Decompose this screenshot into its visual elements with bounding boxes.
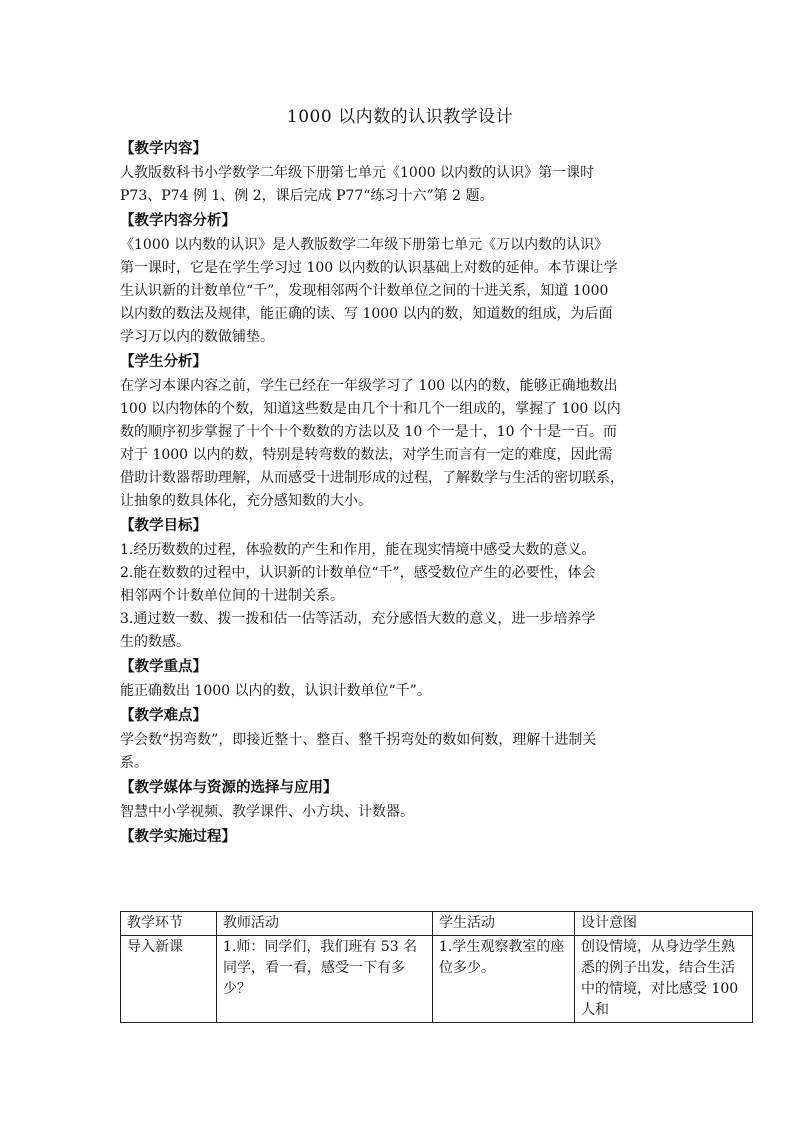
paragraph-line: 1.经历数数的过程，体验数的产生和作用，能在现实情境中感受大数的意义。	[120, 542, 596, 558]
section	[120, 826, 680, 850]
section	[120, 210, 680, 349]
section	[120, 656, 680, 703]
section-heading: 【教学实施过程】	[120, 828, 236, 845]
section-heading: 【教学内容】	[120, 140, 207, 157]
cell-teacher-activity: 1.师：同学们，我们班有 53 名同学，看一看，感受一下有多少？	[217, 936, 433, 1023]
section	[120, 777, 680, 824]
paragraph-line: 借助计数器帮助理解，从而感受十进制形成的过程，了解数学与生活的密切联系，	[120, 470, 624, 486]
paragraph-line: P73、P74 例 1、例 2，课后完成 P77“练习十六”第 2 题。	[120, 188, 494, 204]
paragraph-line: 系。	[120, 755, 148, 771]
section-paragraph	[120, 234, 680, 349]
paragraph-line: 智慧中小学视频、教学课件、小方块、计数器。	[120, 804, 414, 820]
paragraph-line: 让抽象的数具体化，充分感知数的大小。	[120, 493, 372, 509]
paragraph-line: 人教版数科书小学数学二年级下册第七单元《1000 以内数的认识》第一课时	[120, 165, 595, 181]
section	[120, 705, 680, 775]
paragraph-line: 《1000 以内数的认识》是人教版数学二年级下册第七单元《万以内数的认识》	[120, 237, 609, 253]
cell-stage: 导入新课	[121, 936, 217, 1023]
paragraph-line: 2.能在数数的过程中，认识新的计数单位“千”，感受数位产生的必要性，体会	[120, 565, 596, 581]
paragraph-line: 在学习本课内容之前，学生已经在一年级学习了 100 以内的数，能够正确地数出	[120, 378, 618, 394]
paragraph-line: 学习万以内的数做铺垫。	[120, 329, 274, 345]
section-paragraph	[120, 162, 680, 208]
paragraph-line: 数的顺序初步掌握了十个十个数数的方法以及 10 个一是十，10 个十是一百。而	[120, 424, 617, 440]
paragraph-line: 生认识新的计数单位“千”，发现相邻两个计数单位之间的十进关系，知道 1000	[120, 283, 609, 299]
section-paragraph	[120, 801, 680, 824]
section-paragraph	[120, 729, 680, 775]
section-heading: 【教学媒体与资源的选择与应用】	[120, 779, 338, 796]
paragraph-line: 学会数“拐弯数”，即接近整十、整百、整千拐弯处的数如何数，理解十进制关	[120, 732, 597, 748]
section-paragraph	[120, 680, 680, 703]
section	[120, 138, 680, 208]
header-design-intent: 设计意图	[575, 912, 753, 936]
teaching-process-table	[120, 911, 753, 1023]
header-stage: 教学环节	[121, 912, 217, 936]
paragraph-line: 能正确数出 1000 以内的数，认识计数单位“千”。	[120, 683, 431, 699]
document-page	[120, 104, 680, 850]
section-paragraph	[120, 375, 680, 513]
header-teacher-activity: 教师活动	[217, 912, 433, 936]
paragraph-line: 3.通过数一数、拨一拨和估一估等活动，充分感悟大数的意义，进一步培养学	[120, 611, 596, 627]
section-heading: 【教学目标】	[120, 517, 207, 534]
paragraph-line: 相邻两个计数单位间的十进制关系。	[120, 588, 344, 604]
section	[120, 351, 680, 513]
paragraph-line: 100 以内物体的个数，知道这些数是由几个十和几个一组成的，掌握了 100 以内	[120, 401, 621, 417]
table-row	[121, 936, 753, 1023]
section-heading: 【教学重点】	[120, 658, 207, 675]
document-sections	[120, 138, 680, 850]
paragraph-line: 对于 1000 以内的数，特别是转弯数的数法，对学生而言有一定的难度，因此需	[120, 447, 613, 463]
paragraph-line: 第一课时，它是在学生学习过 100 以内数的认识基础上对数的延伸。本节课让学	[120, 260, 618, 276]
cell-design-intent: 创设情境，从身边学生熟悉的例子出发，结合生活中的情境，对比感受 100 人和	[575, 936, 753, 1023]
paragraph-line: 以内数的数法及规律，能正确的读、写 1000 以内的数，知道数的组成，为后面	[120, 306, 613, 322]
paragraph-line: 生的数感。	[120, 634, 190, 650]
cell-student-activity: 1.学生观察教室的座位多少。	[433, 936, 575, 1023]
section	[120, 515, 680, 654]
document-title: 1000 以内数的认识教学设计	[286, 107, 514, 127]
section-heading: 【教学内容分析】	[120, 212, 236, 229]
section-paragraph	[120, 539, 680, 654]
section-heading: 【教学难点】	[120, 707, 207, 724]
header-student-activity: 学生活动	[433, 912, 575, 936]
section-heading: 【学生分析】	[120, 353, 207, 370]
table-header-row	[121, 912, 753, 936]
